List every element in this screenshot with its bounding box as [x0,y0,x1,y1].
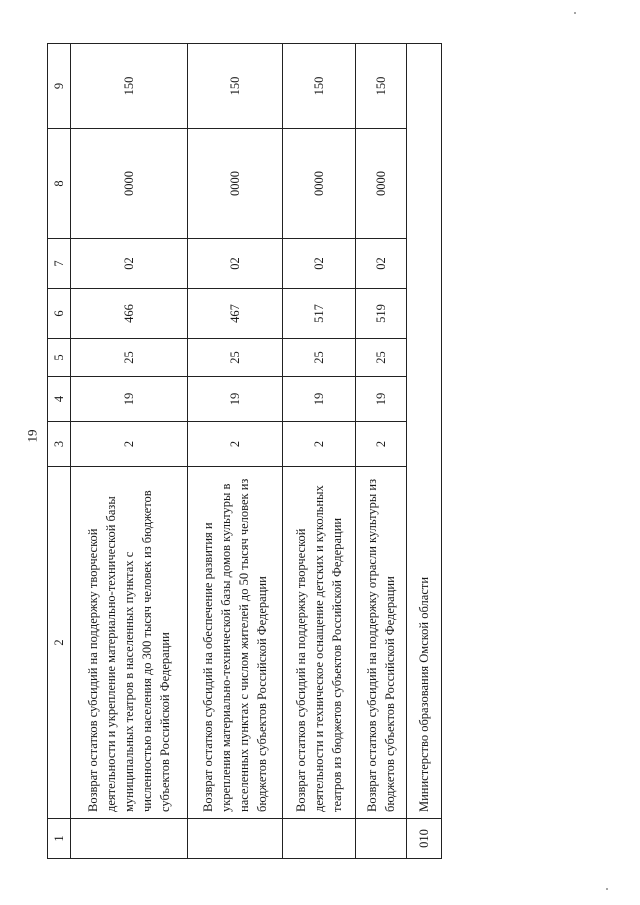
cell-c9: 150 [283,44,356,129]
cell-c9: 150 [356,44,407,129]
cell-name: Возврат остатков субсидий на обеспечение развития и укрепления материально-технической базы домов культуры в населенных пунктах с числом жителей до 50 тысяч человек из бюджетов субъектов Российской Федерации [188,467,283,819]
cell-name: Возврат остатков субсидий на поддержку творческой деятельности и техническое оснащение детских и кукольных театров из бюджетов субъектов Российской Федерации [283,467,356,819]
cell-c8: 0000 [188,129,283,239]
cell-c3: 2 [283,422,356,467]
header-cell: 2 [48,467,71,819]
cell-name: Возврат остатков субсидий на поддержку творческой деятельности и укрепление материально-технической базы муниципальных театров в населенных пунктах с численностью населения до 300 тысяч человек из бюджетов субъектов Российской Федерации [71,467,188,819]
cell-c4: 19 [188,377,283,422]
header-cell: 9 [48,44,71,129]
cell-c4: 19 [283,377,356,422]
ministry-row [407,44,442,859]
header-cell: 5 [48,339,71,377]
cell-c6: 466 [71,289,188,339]
cell-code [188,819,283,859]
cell-name: Возврат остатков субсидий на поддержку отрасли культуры из бюджетов субъектов Российской Федерации [356,467,407,819]
cell-c7: 02 [188,239,283,289]
cell-c9: 150 [71,44,188,129]
cell-c4: 19 [356,377,407,422]
table-row [356,44,407,859]
cell-c6: 517 [283,289,356,339]
cell-c5: 25 [356,339,407,377]
cell-c7: 02 [356,239,407,289]
cell-c8: 0000 [71,129,188,239]
header-cell: 6 [48,289,71,339]
cell-c3: 2 [188,422,283,467]
scan-speck [606,888,608,890]
cell-c3: 2 [356,422,407,467]
cell-c5: 25 [283,339,356,377]
cell-c9: 150 [188,44,283,129]
cell-c6: 519 [356,289,407,339]
cell-c5: 25 [188,339,283,377]
table-row [283,44,356,859]
cell-c8: 0000 [283,129,356,239]
cell-c7: 02 [71,239,188,289]
cell-c6: 467 [188,289,283,339]
ministry-code: 010 [407,819,442,859]
cell-code [356,819,407,859]
header-row [48,44,71,859]
budget-codes-table [47,43,442,859]
cell-code [71,819,188,859]
cell-c7: 02 [283,239,356,289]
page-number: 19 [24,429,40,443]
scan-speck [574,12,576,14]
cell-code [283,819,356,859]
header-cell: 3 [48,422,71,467]
header-cell: 1 [48,819,71,859]
cell-c4: 19 [71,377,188,422]
cell-c3: 2 [71,422,188,467]
ministry-name: Министерство образования Омской области [407,44,442,819]
header-cell: 4 [48,377,71,422]
header-cell: 7 [48,239,71,289]
cell-c5: 25 [71,339,188,377]
cell-c8: 0000 [356,129,407,239]
table-row [71,44,188,859]
header-cell: 8 [48,129,71,239]
table-sheet [47,44,442,859]
table-row [188,44,283,859]
